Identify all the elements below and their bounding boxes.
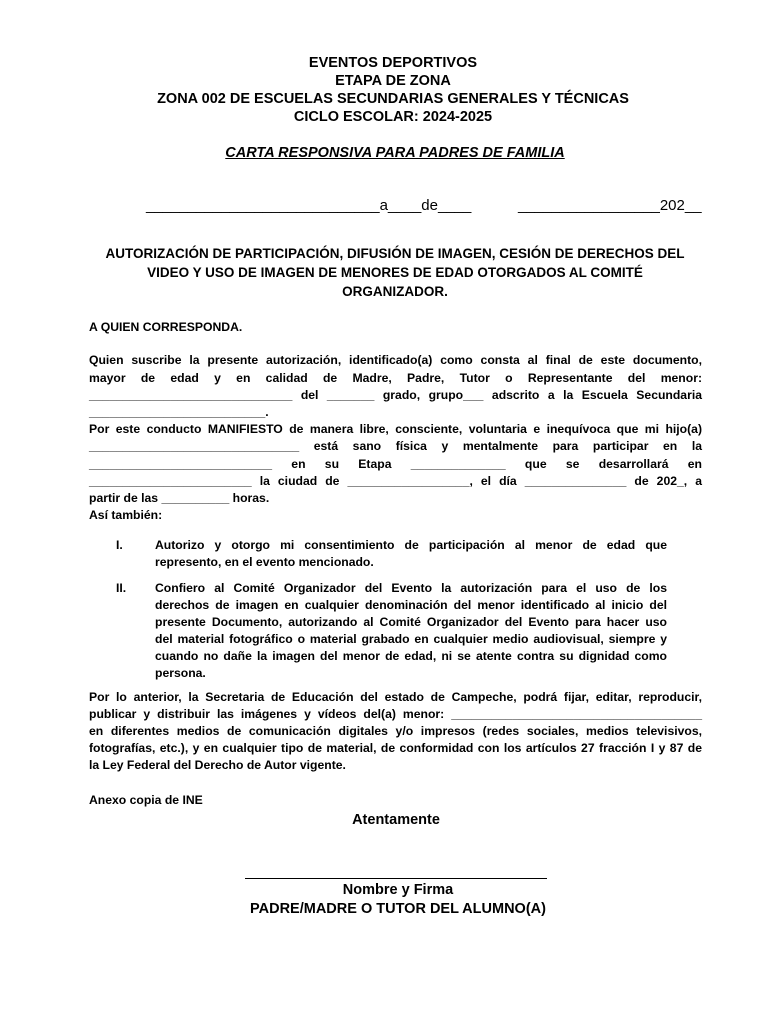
paragraph-line: publicar y distribuir las imágenes y vídeos del(a) menor: _____________________________________ [89,707,702,721]
header-stage: ETAPA DE ZONA [335,73,451,89]
header-zone: ZONA 002 DE ESCUELAS SECUNDARIAS GENERALES Y TÉCNICAS [157,91,629,107]
list-marker: I. [116,538,123,552]
paragraph-line: Por este conducto MANIFIESTO de manera libre, consciente, voluntaria e inequívoca que mi hijo(a) [89,422,702,436]
authorization-title-line: VIDEO Y USO DE IMAGEN DE MENORES DE EDAD OTORGADOS AL COMITÉ [147,265,643,280]
date-line-place: ____________________________a____de____ [146,197,472,214]
list-item-line: Autorizo y otorgo mi consentimiento de participación al menor de edad que [155,538,667,552]
paragraph-line: mayor de edad y en calidad de Madre, Padre, Tutor o Representante del menor: [89,371,702,385]
list-item-line: represento, en el evento mencionado. [155,555,374,569]
salutation: A QUIEN CORRESPONDA. [89,320,243,334]
closing-text: Atentamente [352,812,440,828]
document-subtitle: CARTA RESPONSIVA PARA PADRES DE FAMILIA [225,145,565,161]
signature-label: Nombre y Firma [342,882,454,898]
list-item-line: presente Documento, autorizando al Comité Organizador del Evento para hacer uso [155,615,667,629]
paragraph-line: ______________________________ del _______ grado, grupo___ adscrito a la Escuela Secundaria [89,388,702,402]
paragraph-line: partir de las __________ horas. [89,491,270,505]
paragraph-line: Por lo anterior, la Secretaria de Educación del estado de Campeche, podrá fijar, editar, reproducir, [89,690,702,704]
list-item-line: derechos de imagen en cualquier denominación del menor identificado al inicio del [155,598,667,612]
signature-role: PADRE/MADRE O TUTOR DEL ALUMNO(A) [250,901,546,917]
list-item-line: del material fotográfico o material grabado en cualquier medio audiovisual, siempre y [155,632,667,646]
header-title: EVENTOS DEPORTIVOS [308,55,478,71]
list-marker: II. [116,581,127,595]
list-item-line: persona. [155,666,206,680]
paragraph-line: _______________________________ está sano física y mentalmente para participar en la [89,439,702,453]
authorization-title-line: ORGANIZADOR. [342,284,448,299]
paragraph-line: en diferentes medios de comunicación digitales y/o impresos (redes sociales, medios televisivos, [89,724,702,738]
paragraph-line: ________________________ la ciudad de __________________, el día _______________ de 202_, a [89,474,702,488]
paragraph-line: Así también: [89,508,163,522]
paragraph-line: __________________________. [89,405,269,419]
annex-note: Anexo copia de INE [89,793,203,807]
date-line-year: _________________202__ [518,197,702,214]
header-cycle: CICLO ESCOLAR: 2024-2025 [293,109,493,125]
paragraph-line: la Ley Federal del Derecho de Autor vigente. [89,758,346,772]
authorization-title-line: AUTORIZACIÓN DE PARTICIPACIÓN, DIFUSIÓN DE IMAGEN, CESIÓN DE DERECHOS DEL [105,246,685,261]
list-item-line: cuando no dañe la imagen del menor de edad, ni se atente contra su dignidad como [155,649,667,663]
list-item-line: Confiero al Comité Organizador del Evento la autorización para el uso de los [155,581,667,595]
paragraph-line: Quien suscribe la presente autorización, identificado(a) como consta al final de este documento, [89,353,702,367]
paragraph-line: fotografías, etc.), y en cualquier tipo de material, de conformidad con los artículos 27 fracción I y 87 de [89,741,702,755]
signature-line [245,878,547,879]
paragraph-line: ___________________________ en su Etapa ______________ que se desarrollará en [89,457,702,471]
